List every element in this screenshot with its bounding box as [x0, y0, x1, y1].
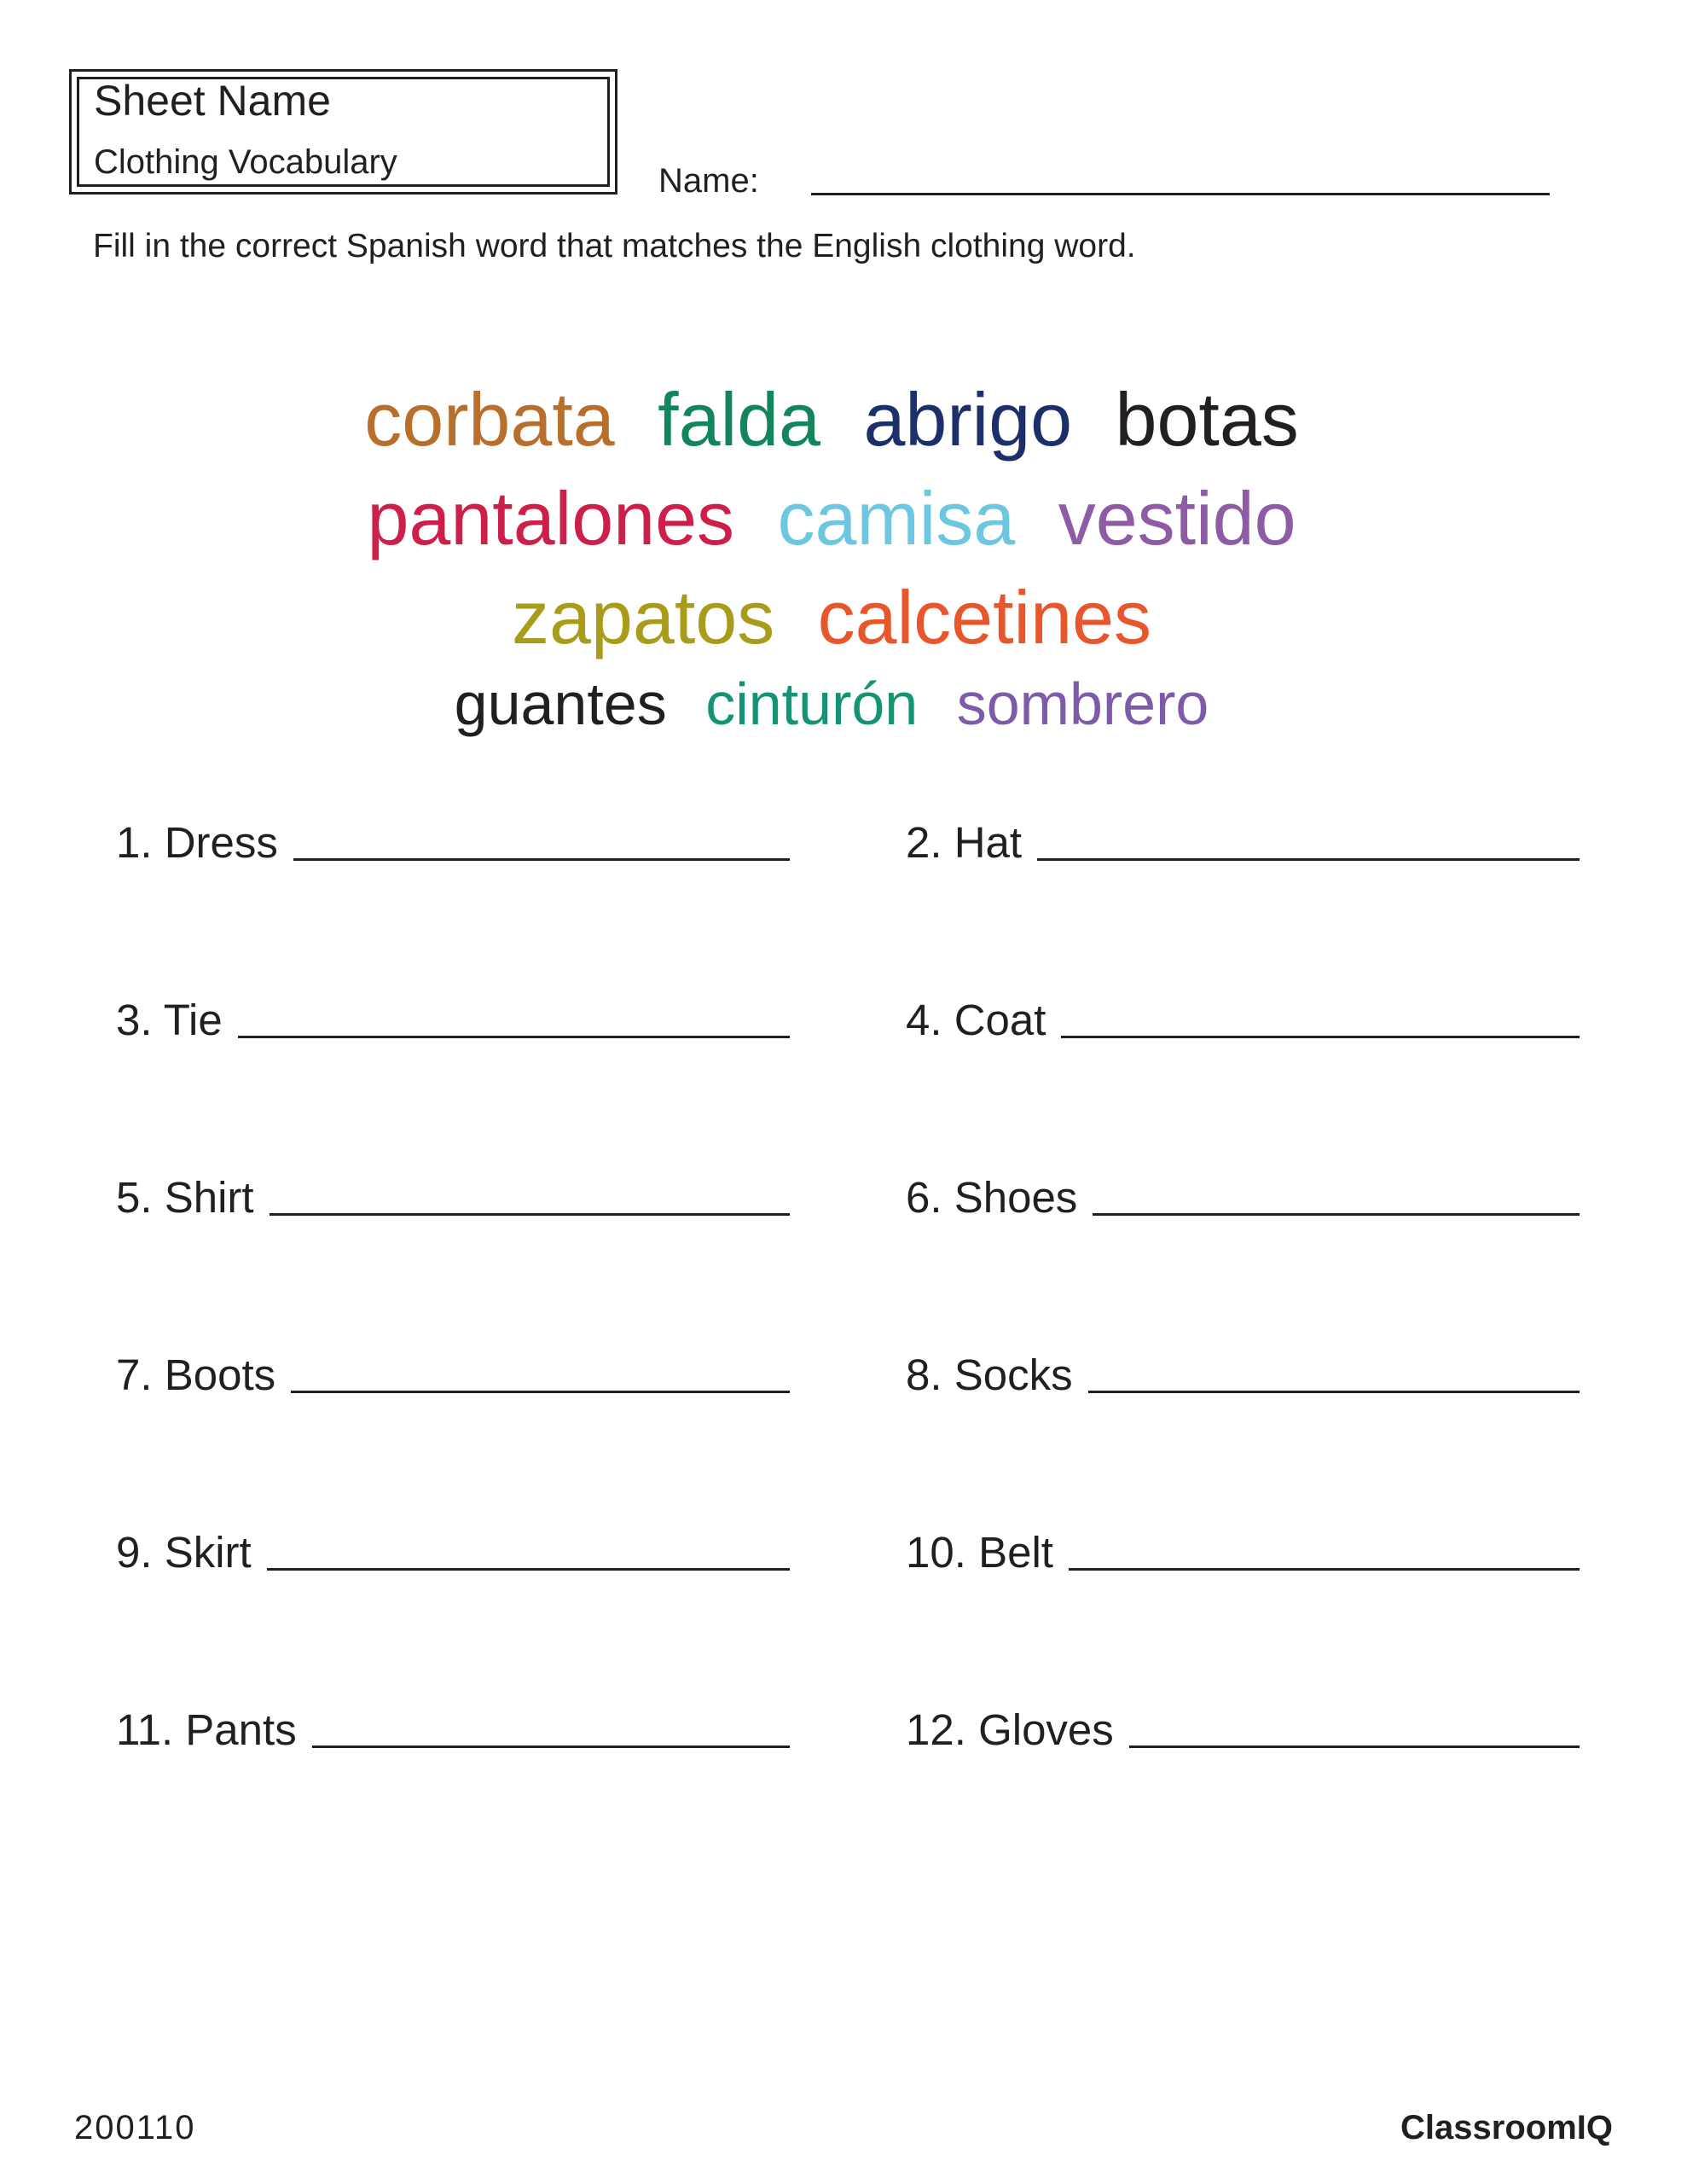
question-label: 4. Coat	[906, 996, 1046, 1044]
word-bank-word: guantes	[454, 671, 667, 737]
question-label: 7. Boots	[116, 1350, 276, 1399]
word-bank-word: calcetines	[817, 575, 1151, 659]
answer-line[interactable]	[291, 1391, 790, 1393]
word-bank-word: pantalones	[367, 476, 735, 561]
word-bank-word: botas	[1115, 377, 1299, 462]
word-bank-row-2	[0, 476, 1675, 561]
answer-line[interactable]	[267, 1568, 790, 1571]
name-label: Name:	[658, 162, 759, 200]
question-item	[116, 818, 790, 867]
word-bank-word: camisa	[777, 476, 1016, 561]
question-item	[906, 998, 1580, 1042]
question-item	[906, 1528, 1580, 1577]
word-bank-word: falda	[658, 377, 820, 462]
sheet-title: Sheet Name	[94, 77, 331, 125]
word-bank-word: corbata	[364, 377, 615, 462]
question-item	[116, 1173, 790, 1222]
question-label: 12. Gloves	[906, 1705, 1114, 1754]
sheet-name-box	[69, 69, 617, 195]
question-item	[906, 818, 1580, 867]
word-bank-row-1	[0, 377, 1675, 462]
word-bank-row-4	[0, 671, 1675, 737]
answer-line[interactable]	[1088, 1391, 1580, 1393]
question-label: 9. Skirt	[116, 1528, 252, 1577]
word-bank-word: cinturón	[705, 671, 919, 737]
word-bank-word: zapatos	[512, 575, 775, 659]
answer-line[interactable]	[1037, 858, 1580, 861]
question-label: 10. Belt	[906, 1528, 1053, 1577]
question-item	[906, 1173, 1580, 1222]
brand-logo-text: ClassroomIQ	[1400, 2109, 1613, 2146]
word-bank-word: vestido	[1058, 476, 1296, 561]
question-label: 11. Pants	[116, 1705, 297, 1754]
question-item	[906, 1705, 1580, 1754]
question-item	[116, 1705, 790, 1754]
question-item	[116, 1528, 790, 1577]
name-field-line[interactable]	[811, 193, 1550, 195]
answer-line[interactable]	[1093, 1213, 1580, 1216]
word-bank-word: abrigo	[863, 377, 1073, 462]
worksheet-code: 200110	[74, 2109, 196, 2146]
word-bank-row-3	[0, 575, 1675, 659]
instructions: Fill in the correct Spanish word that matches the English clothing word.	[93, 228, 1136, 264]
question-label: 6. Shoes	[906, 1173, 1078, 1222]
question-item	[116, 1350, 790, 1399]
sheet-subtitle: Clothing Vocabulary	[94, 143, 397, 181]
answer-line[interactable]	[238, 1036, 790, 1038]
word-bank-word: sombrero	[956, 671, 1209, 737]
answer-line[interactable]	[293, 858, 790, 861]
question-label: 1. Dress	[116, 818, 278, 867]
answer-line[interactable]	[1069, 1568, 1580, 1571]
question-label: 5. Shirt	[116, 1173, 254, 1222]
question-label: 3. Tie	[116, 996, 223, 1044]
question-label: 8. Socks	[906, 1350, 1073, 1399]
question-label: 2. Hat	[906, 818, 1023, 867]
question-item	[116, 998, 790, 1042]
question-item	[906, 1350, 1580, 1399]
answer-line[interactable]	[270, 1213, 790, 1216]
answer-line[interactable]	[1129, 1745, 1580, 1748]
answer-line[interactable]	[312, 1745, 790, 1748]
answer-line[interactable]	[1061, 1036, 1580, 1038]
